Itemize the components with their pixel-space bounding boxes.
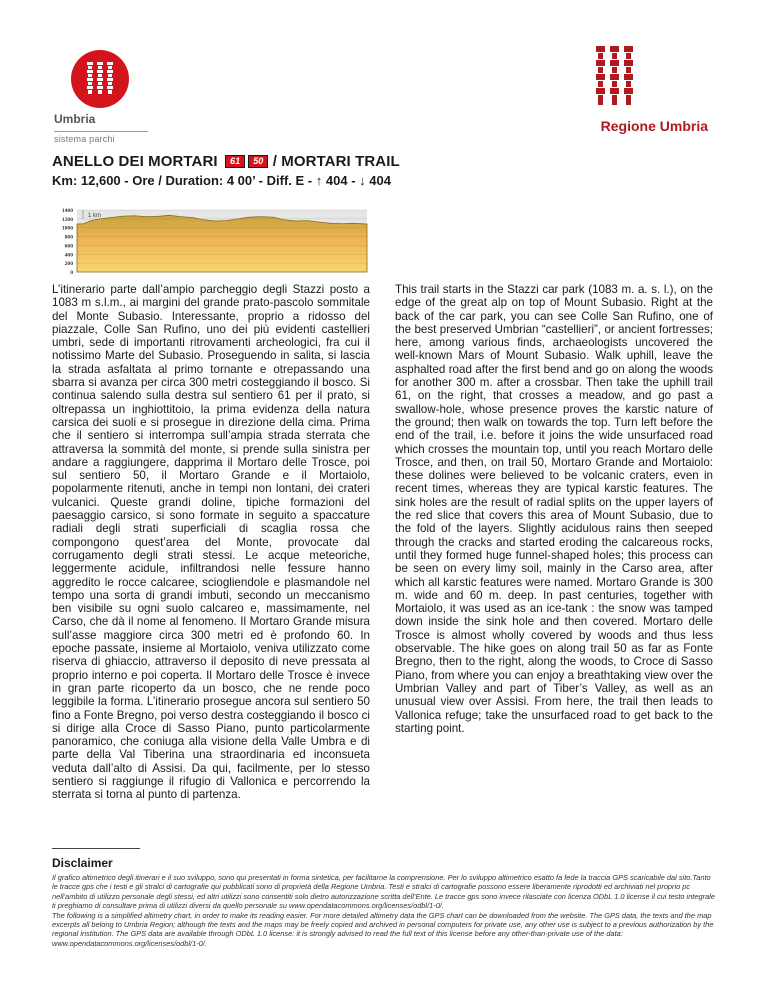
disclaimer-text-it: Il grafico altimetrico degli itinerari e il suo sviluppo, sono qui presentati in forma sintetica, per facilitarne la comprensione. Per lo sviluppo altimetrico esatto fa fede la traccia GPS scaricabile dal sito.Tanto le tracce gps che i testi e gli stralci di cartografie qui pubblicati sono di proprietà della Regione Umbria. Testi e stralci di cartografie possono essere liberamente riprodotti ed archiviati nel proprio pc nell’ambito di utilizzo personale degli stessi, ed altri utilizzi sono consentiti solo dietro autorizzazione scritta dell’Ente. Le tracce gps sono invece rilasciate con licenza ODbL 1.0 license il cui testo integrale ti preghiamo di consultare prima di utilizzi diversi da quello personale su www.opendatacommons.org/licenses/odbl/1-0/. — [52, 873, 715, 911]
elevation-profile-chart — [33, 206, 371, 276]
descent-arrow-icon: ↓ — [359, 173, 366, 188]
ascent-value: 404 — [325, 173, 348, 188]
y-tick-label: 1400 — [61, 208, 73, 214]
trail-title-it: ANELLO DEI MORTARI — [52, 153, 218, 170]
descent-value: 404 — [369, 173, 391, 188]
difficulty-label: - Diff. E - — [258, 173, 313, 188]
logo-subtitle: sistema parchi — [54, 134, 115, 144]
logo-name: Umbria — [54, 112, 96, 126]
regione-umbria-logo-icon — [590, 44, 640, 108]
trail-stats: Km: 12,600 - Ore / Duration: 4 00’ - Diff. E - ↑ 404 - ↓ 404 — [52, 173, 391, 188]
umbria-ceri-emblem-icon — [71, 50, 129, 108]
trail-title — [52, 153, 400, 170]
scale-label: 1 km — [88, 213, 102, 219]
ascent-arrow-icon: ↑ — [315, 173, 323, 188]
y-tick-label: 600 — [64, 243, 73, 250]
umbria-parks-logo — [52, 50, 148, 162]
y-tick-label: 1000 — [61, 225, 73, 232]
disclaimer-text — [52, 873, 717, 948]
logo-divider — [54, 131, 148, 132]
description-english: This trail starts in the Stazzi car park (1083 m. a. s. l.), on the edge of the great alp on top of Mount Subasio. Right at the back of the car park, you can see Colle San Rufino, one of the best preserved Umbrian “castellieri”, or ancient fortresses; here, among various finds, archaeologists uncovered the well-known Mars of Mount Subasio. Walk uphill, leave the asphalted road after the first bend and go on along the woods for another 300 m. after a crossbar. Then take the uphill trail 61, on the right, that crosses a meadow, and go past a swallow-hole, whose presence proves the karstic nature of the ground; then walk on towards the top. Turn left before the end of the trail, i.e. before it joins the wide unsurfaced road which crosses the mountain top, until you reach Mortaro delle Trosce, and then, on trail 50, Mortaro Grande and Mortaiolo: these dolines were believed to be volcanic craters, even in recent times, whereas they are typical karstic features. The sink holes are the result of radial splits on the upper layers of the red slice that covers this area of Mount Subasio, due to the fold of the layers. Slightly acidulous rains then seeped through the cracks and started eroding the calcareous rocks, until they formed huge funnel-shaped holes; this process can be seen on every limy soil, mainly in the Carso area, after which all karstic features were named. Mortaro Grande is 300 m. wide and 60 m. deep. In past centuries, together with Mortaiolo, it was used as an ice-tank : the snow was tamped down inside the sink hole and then covered. Mortaro delle Trosce is almost wholly covered by woods and thus less observable. The hike goes on along trail 50 as far as Fonte Bregno, then to the right, along the woods, to Croce di Sasso Piano, from where you can enjoy a breathtaking view over the Umbrian Valley and part of Tiber’s Valley, as well as an unusual view over Assisi. From here, the trail then leads to Vallonica refuge; take the unsurfaced road to get back to the starting point. — [395, 283, 713, 735]
disclaimer-title: Disclaimer — [52, 856, 113, 870]
elevation-area — [77, 215, 367, 272]
duration-label: - Ore / Duration: 4 00’ — [124, 173, 256, 188]
region-name: Regione Umbria — [600, 118, 708, 134]
trail-badge-50: 50 — [248, 155, 268, 168]
disclaimer-divider — [52, 848, 140, 849]
y-tick-label: 1200 — [61, 216, 73, 223]
km-label: Km: 12,600 — [52, 173, 121, 188]
disclaimer-text-en: The following is a simplified altimetry chart, in order to make its reading easier. For more detailed altimetry data the GPS chart can be downloaded from the website. The GPS data, the texts and the map excerpts all belong to Umbria Region; although the texts and the maps may be freely copied and archived in personal computers for private use, any other use is subject to a previous authorization by the regional institution. The GPS data are available through ODbL 1.0 license: it is strongly advised to read the full text of this license before any other-than-private use of the data: www.opendatacommons.org/licenses/odbl/1-0/. — [52, 910, 714, 948]
trail-title-en: / MORTARI TRAIL — [272, 153, 400, 170]
y-tick-label: 0 — [70, 270, 73, 276]
y-tick-label: 400 — [64, 252, 73, 259]
trail-badge-61: 61 — [225, 155, 245, 168]
description-italian: L’itinerario parte dall’ampio parcheggio degli Stazzi posto a 1083 m s.l.m., ai margini del grande prato-pascolo sommitale del Monte Subasio. Interessante, proprio a ridosso del piazzale, Colle San Rufino, uno dei più evidenti castellieri umbri, sede di importanti ritrovamenti archeologici, fra cui il notissimo Marte del Subasio. Proseguendo in salita, si lascia la strada asfaltata al primo tornante e otrepassando una sbarra si avanza per circa 300 metri costeggiando il bosco. Si continua salendo sulla destra sul sentiero 61 per il prato, si oltrepassa un inghiottitoio, la prima evidenza della natura carsica dei suoli e si prosegue in direzione della cima. Prima che il sentiero si interrompa sull’ampia strada sterrata che attraversa la sommità del monte, si prende sulla sinistra per andare a raggiungere, dapprima il Mortaro delle Trosce, poi sul sentiero 50, il Mortaro Grande e il Mortaiolo, popolarmente ritenuti, anche in tempi non lontani, dei crateri vulcanici. Queste grandi doline, tipiche formazioni del paesaggio carsico, si sono formate in seguito a spaccature radiali degli strati superficiali di scaglia rossa che compongono quest’area del Monte, provocate dal corrugamento degli strati stessi. Le acque meteoriche, leggermente acidule, infiltrandosi nelle fessure hanno aggredito le rocce calcaree, sciogliendole e plasmandole nel tempo una sorta di grandi imbuti, secondo un meccanismo ben visibile su ogni suolo calcareo e, massimamente, nel Carso, che dà il nome al fenomeno. Il Mortaro Grande misura sull’asse maggiore circa 300 metri ed è profondo 60. In epoche passate, insieme al Mortaiolo, veniva utilizzato come riserva di ghiaccio, attraverso il deposito di neve pressata al proprio interno e poi coperta. Il Mortaro delle Trosce è invece in gran parte ricoperto da un bosco, che ne rende poco leggibile la forma. L’itinerario prosegue ancora sul sentiero 50 fino a Fonte Bregno, poi verso destra costeggiando il bosco ci si dirige alla Croce di Sasso Piano, punto particolarmente panoramico, che coniuga alla visione della Valle Umbra e di parte della Val Tiberina una straordinaria ed inconsueta veduta dall’alto di Assisi. Da qui, facilmente, per lo stesso sentiero si raggiunge il rifugio di Vallonica e percorrendo la sterrata si torna al punto di partenza. — [52, 283, 370, 802]
y-tick-label: 200 — [64, 261, 73, 268]
y-tick-label: 800 — [64, 234, 73, 241]
